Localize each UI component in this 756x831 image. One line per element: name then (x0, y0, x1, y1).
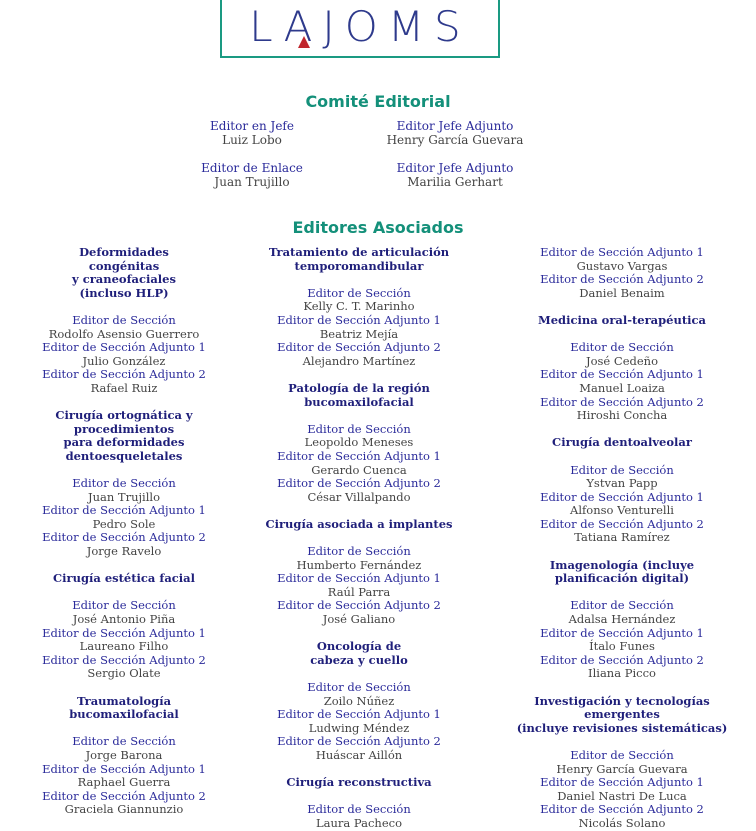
section-block (234, 640, 484, 776)
editor-name: César Villalpando (307, 489, 411, 504)
editor-role: Editor de Sección Adjunto 1 (42, 761, 206, 776)
editor-name: Kelly C. T. Marinho (303, 299, 415, 314)
editor-role: Editor de Sección Adjunto 2 (540, 516, 704, 531)
logo-triangle-icon (298, 36, 310, 48)
editor-role: Editor de Sección (307, 544, 411, 559)
editor-name: Henry García Guevara (386, 133, 524, 147)
logo-text: LAJOMS (249, 2, 471, 51)
editor-role: Editor de Sección (307, 421, 411, 436)
editor-name: Marilia Gerhart (407, 175, 503, 189)
editor-role: Editor de Sección Adjunto 2 (540, 802, 704, 817)
editor-role: Editor de Sección Adjunto 2 (540, 272, 704, 287)
journal-logo (220, 0, 500, 58)
editor-name: José Galiano (322, 612, 396, 627)
editor-role: Editor de Sección Adjunto 2 (540, 394, 704, 409)
editor-role: Editor de Sección Adjunto 2 (277, 734, 441, 749)
section-heading: Cirugía dentoalveolar (552, 435, 692, 450)
editor-name: Ítalo Funes (589, 639, 655, 654)
editor-role: Editor de Sección Adjunto 1 (277, 707, 441, 722)
editor-role: Editor de Sección Adjunto 1 (277, 448, 441, 463)
editor-role: Editor Jefe Adjunto (396, 161, 514, 175)
editor-name: Leopoldo Meneses (304, 435, 414, 450)
editor-role: Editor de Sección (570, 598, 674, 613)
section-block (234, 246, 484, 382)
editor-role: Editor de Sección Adjunto 1 (540, 625, 704, 640)
editor-name: Juan Trujillo (87, 489, 161, 504)
editor-name: Rafael Ruiz (90, 380, 158, 395)
editor-role: Editor de Sección Adjunto 2 (42, 530, 206, 545)
section-block (497, 314, 747, 436)
editor-role: Editor de Sección (72, 476, 176, 491)
editor-name: Raúl Parra (327, 584, 391, 599)
editor-name: Henry García Guevara (556, 761, 688, 776)
editor-name: José Cedeño (586, 353, 658, 368)
editor-role: Editor de Sección (570, 747, 674, 762)
editor-name: Jorge Ravelo (86, 544, 162, 559)
editor-role: Editor Jefe Adjunto (396, 119, 514, 133)
editor-role: Editor de Sección (307, 802, 411, 817)
editor-role: Editor de Sección (307, 285, 411, 300)
section-heading: Medicina oral-terapéutica (538, 312, 706, 327)
editor-role: Editor de Sección (570, 462, 674, 477)
editor-role: Editor de Sección Adjunto 1 (42, 503, 206, 518)
section-heading: Tratamiento de articulación (268, 245, 450, 259)
editor-name: Manuel Loaiza (579, 380, 665, 395)
editor-role: Editor de Sección Adjunto 1 (540, 367, 704, 382)
editor-name: Ystvan Papp (586, 476, 658, 491)
associate-column-3 (497, 246, 747, 831)
associate-column-1 (0, 246, 249, 817)
section-block (497, 695, 747, 831)
section-heading: y craneofaciales (72, 272, 176, 287)
editor-name: Daniel Benaim (579, 285, 665, 300)
editor-role: Editor de Sección Adjunto 1 (277, 571, 441, 586)
editor-name: Alejandro Martínez (302, 353, 416, 368)
editor-name: Daniel Nastri De Luca (557, 788, 687, 803)
comite-title: Comité Editorial (305, 92, 451, 111)
section-heading: dentoesqueletales (65, 448, 183, 463)
editor-role: Editor de Sección (570, 340, 674, 355)
editor-name: Adalsa Hernández (568, 612, 676, 627)
editor-name: Jorge Barona (85, 747, 163, 762)
editor-name: Hiroshi Concha (576, 408, 668, 423)
section-heading: cabeza y cuello (310, 652, 408, 667)
editor-name: Sergio Olate (87, 666, 161, 681)
section-heading: planificación digital) (554, 571, 690, 586)
editor-role: Editor de Sección (72, 312, 176, 327)
editor-block (355, 161, 555, 189)
section-heading: Cirugía estética facial (53, 571, 195, 586)
section-heading: Cirugía ortognática y (55, 408, 193, 423)
editor-role: Editor de Sección Adjunto 2 (277, 598, 441, 613)
editor-name: Humberto Fernández (296, 557, 422, 572)
section-block (234, 776, 484, 830)
editor-name: Graciela Giannunzio (64, 802, 184, 817)
editor-role: Editor de Sección (307, 680, 411, 694)
editor-name: Rodolfo Asensio Guerrero (48, 326, 200, 341)
section-heading: temporomandibular (294, 258, 424, 273)
editor-name: Laureano Filho (79, 639, 169, 654)
editor-role: Editor en Jefe (210, 119, 294, 133)
editor-role: Editor de Sección Adjunto 1 (277, 312, 441, 327)
editor-block (152, 161, 352, 189)
editor-name: Luiz Lobo (222, 133, 282, 147)
section-heading: congénitas (88, 258, 160, 273)
editor-block (152, 119, 352, 147)
editor-name: Laura Pacheco (315, 815, 402, 830)
editor-role: Editor de Sección Adjunto 1 (42, 625, 206, 640)
section-heading: Cirugía reconstructiva (286, 775, 432, 790)
section-heading: (incluso HLP) (79, 285, 169, 300)
editor-role: Editor de Sección Adjunto 2 (540, 652, 704, 667)
editor-role: Editor de Sección Adjunto 1 (540, 775, 704, 790)
editor-name: Iliana Picco (588, 666, 656, 681)
section-heading: Cirugía asociada a implantes (265, 516, 453, 531)
editor-name: Tatiana Ramírez (574, 530, 670, 545)
editor-name: José Antonio Piña (72, 612, 176, 627)
editor-name: Huáscar Aillón (315, 747, 403, 762)
editor-name: Gustavo Vargas (576, 258, 668, 273)
section-heading: Deformidades (79, 245, 169, 259)
editor-name: Raphael Guerra (77, 775, 171, 790)
editor-role: Editor de Sección Adjunto 2 (277, 340, 441, 355)
section-block (497, 559, 747, 695)
section-heading: Oncología de (316, 639, 402, 654)
section-heading: Traumatología (76, 693, 172, 708)
editor-name: Julio González (82, 353, 166, 368)
editor-role: Editor de Sección Adjunto 1 (42, 340, 206, 355)
section-block (0, 409, 249, 572)
section-heading: (incluye revisiones sistemáticas) (516, 720, 728, 735)
asociados-title: Editores Asociados (292, 218, 464, 237)
section-block (0, 695, 249, 817)
editor-block (355, 119, 555, 147)
editor-role: Editor de Sección Adjunto 2 (42, 788, 206, 803)
editor-role: Editor de Sección (72, 734, 176, 749)
editor-role: Editor de Sección (72, 598, 176, 613)
editor-name: Ludwing Méndez (308, 720, 410, 735)
editor-role: Editor de Enlace (201, 161, 303, 175)
editor-role: Editor de Sección Adjunto 2 (42, 652, 206, 667)
section-heading: procedimientos (73, 421, 175, 436)
editor-name: Gerardo Cuenca (311, 462, 407, 477)
editor-name: Beatriz Mejía (319, 326, 399, 341)
section-block (234, 382, 484, 518)
editor-name: Juan Trujillo (214, 175, 290, 189)
editor-role: Editor de Sección Adjunto 1 (540, 245, 704, 259)
section-block (497, 246, 747, 314)
editor-name: Zoilo Núñez (323, 693, 395, 708)
section-heading: Patología de la región bucomaxilofacial (288, 380, 430, 409)
editor-role: Editor de Sección Adjunto 2 (42, 367, 206, 382)
section-block (0, 572, 249, 694)
section-block (497, 436, 747, 558)
editor-name: Pedro Sole (92, 516, 156, 531)
section-heading: para deformidades (63, 435, 185, 450)
section-block (234, 518, 484, 640)
editor-role: Editor de Sección Adjunto 1 (540, 489, 704, 504)
section-heading: bucomaxilofacial (69, 707, 179, 722)
editor-name: Alfonso Venturelli (570, 503, 674, 518)
editor-name: Nicolás Solano (578, 815, 666, 830)
editor-role: Editor de Sección Adjunto 2 (277, 476, 441, 491)
associate-column-2 (234, 246, 484, 831)
section-block (0, 246, 249, 409)
section-heading: Imagenología (incluye (549, 557, 695, 572)
section-heading: Investigación y tecnologías emergentes (534, 693, 710, 722)
